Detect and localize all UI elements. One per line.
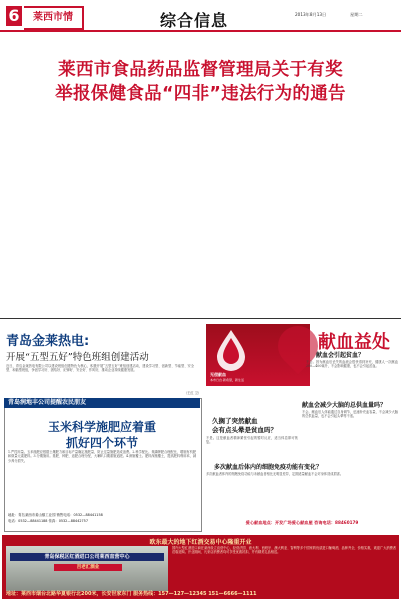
wine-ad-address: 地址：莱西市烟台北路华夏银行北200米，长安世家东门 服务热线：157—127—12345 151—6666—1111: [6, 591, 257, 597]
wine-ad-title: 欧东最大的地下红酒交易中心隆重开业: [149, 539, 252, 546]
fertilizer-ad-badge: 青岛润地丰公司提醒农民朋友: [4, 398, 200, 408]
storefront-subsign: 百老汇酒业: [54, 564, 122, 571]
fertilizer-contact: 地址：青岛莱西市姜山镇工业园 销售电话：0532—88441158: [8, 513, 103, 517]
blood-logo-label: 无偿献血: [210, 372, 226, 377]
blood-title: 献血益处: [318, 332, 390, 353]
issue-date: 2013年8月13日: [295, 12, 327, 17]
page-number: 6: [6, 6, 22, 26]
lead-headline-line1: 莱西市食品药品监督管理局关于有奖: [58, 60, 343, 80]
blood-question-4: 多次献血后体内的细胞免疫功能有变化？: [214, 464, 323, 471]
blood-answer-4: 多次献血者体内的细胞免疫功能与未献血者相比无明显差异，定期适量献血不会对身体造成损害。: [206, 472, 344, 476]
masthead: 莱西市情: [24, 6, 84, 30]
wine-ad-body: 国内大型红酒进口商在莱西设立直营中心，经营法国、意大利、西班牙、澳大利亚、智利等多个国家的优质进口葡萄酒，品种齐全，价格实惠，欢迎广大消费者莅临选购。开业期间，凡来店消费者均可享受优惠折扣，并有精美礼品相送。: [172, 546, 396, 555]
blood-answer-1: 不会。因为献血后丢失的血液会很快得到补充，健康人一次献血200—400毫升，不会影响健康，也不会引起贫血。: [306, 360, 398, 369]
blood-question-3-line1: 久搁了突然献血: [212, 417, 258, 425]
fertilizer-headline-line1: 玉米科学施肥应着重: [47, 420, 156, 434]
section-title: 综合信息: [160, 11, 229, 30]
fertilizer-body: 1.严控用量。玉米施肥应根据土壤肥力和目标产量确定施肥量，防止过量施肥造成浪费。2.科学配比。氮磷钾肥合理配比，增施有机肥和微量元素肥料。3.分期施用。基肥、种肥、追肥合理分配，大喇叭口期重施追肥。4.深施覆土。肥料深施覆土，提高肥料利用率，减少养分损失。: [8, 450, 196, 463]
blood-footer: 爱心献血地点：开发广场爱心献血屋 咨询电话：88460179: [245, 520, 359, 525]
blood-question-1: 献血会引起贫血？: [316, 352, 365, 359]
blood-logo-subtitle: 本市日自·新希望，新生活: [210, 378, 244, 382]
qingdao-headline: 青岛金莱热电:: [6, 334, 90, 349]
storefront-sign: 青岛保税区红酒进口公司莱西直营中心: [10, 553, 164, 561]
qingdao-subheadline: 开展“五型五好”特色班组创建活动: [6, 352, 149, 363]
qingdao-credit: （王红 卫）: [184, 391, 201, 395]
blood-question-3-line2: 会有点头晕是贫血吗？: [212, 426, 277, 434]
blood-question-2: 献血会减少大脑的总供血量吗？: [302, 402, 387, 409]
blood-answer-3: 不是。这是献血者精神紧张引起的暂时反应，适当休息即可恢复。: [206, 436, 298, 445]
fertilizer-phone: 电话：0532—88441188 传真：0532—88442757: [8, 519, 88, 523]
blood-answer-2: 不会。献血后人体能通过自身调节，迅速补充血容量，不会减少大脑的总供血量，也不会引起头晕等不适。: [302, 410, 398, 419]
issue-weekday: 星期二: [350, 12, 363, 17]
lead-headline-line2: 举报保健食品“四非”违法行为的通告: [55, 84, 346, 104]
qingdao-body: 近日，青岛金莱热电有限公司以建设班组创建特色为核心，积极开展“五型五好”班组创建活动，建设学习型、创新型、节能型、安全型、和谐型班组，争创学习好、团结好、纪律好、安全好、作风好，推动企业持续健康发展。: [6, 364, 194, 373]
fertilizer-headline-line2: 抓好四个环节: [65, 436, 138, 450]
blood-drop-icon: [207, 326, 255, 372]
header-rule: [0, 30, 401, 32]
section-divider: [0, 318, 401, 319]
